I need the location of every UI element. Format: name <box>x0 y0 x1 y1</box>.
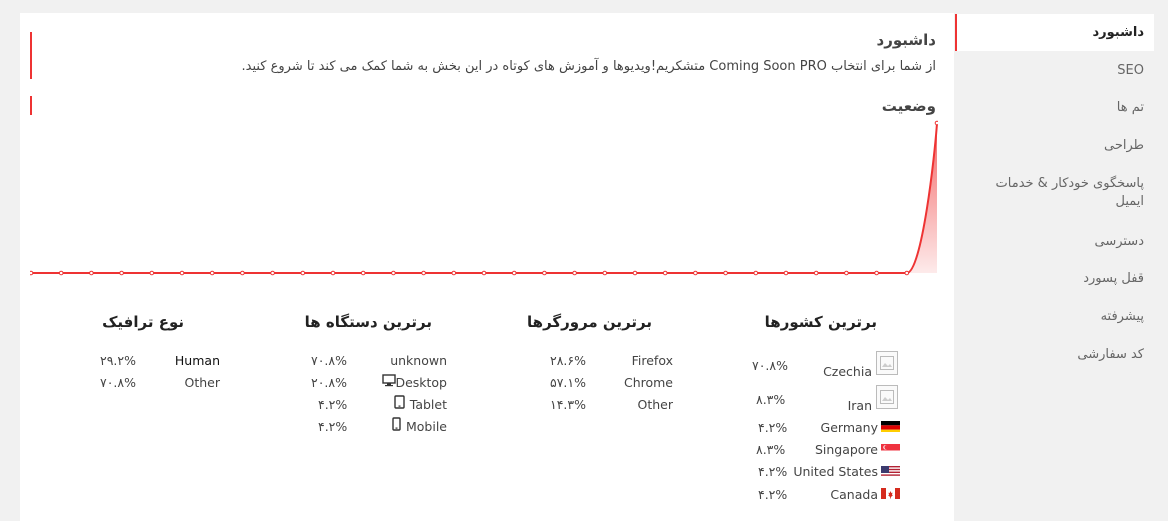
sidebar-item-custom-code[interactable]: کد سفارشی <box>1077 347 1144 362</box>
chart-point[interactable] <box>241 271 245 275</box>
status-accent-bar <box>30 96 32 115</box>
country-value: ۷۰.۸% <box>752 358 788 373</box>
device-value: ۲۰.۸% <box>311 375 347 390</box>
traffic-name: Human <box>174 353 220 368</box>
chart-point[interactable] <box>845 271 849 275</box>
chart-point[interactable] <box>784 271 788 275</box>
sidebar-item-autoresponder-email[interactable]: پاسخگوی خودکار & خدمات ایمیل <box>995 176 1144 209</box>
status-title: وضعیت <box>881 97 936 115</box>
us-flag-icon <box>881 464 900 477</box>
device-name: unknown <box>390 353 447 368</box>
chart-point[interactable] <box>30 271 33 275</box>
desktop-icon <box>382 374 396 387</box>
device-name: Tablet <box>409 397 447 412</box>
country-value: ۸.۳% <box>756 392 786 407</box>
chart-point[interactable] <box>754 271 758 275</box>
sidebar-item-seo[interactable]: SEO <box>1117 63 1144 78</box>
page-title: داشبورد <box>876 31 936 49</box>
country-value: ۴.۲% <box>758 487 788 502</box>
status-chart <box>30 118 938 278</box>
tablet-icon <box>394 395 405 409</box>
device-value: ۴.۲% <box>318 419 348 434</box>
countries-title: برترین کشورها <box>764 313 877 331</box>
country-name: Singapore <box>814 442 878 457</box>
sidebar <box>955 13 1154 521</box>
devices-title: برترین دستگاه ها <box>304 313 432 331</box>
country-name: Canada <box>830 487 878 502</box>
traffic-value: ۲۹.۲% <box>100 353 136 368</box>
canada-flag-icon <box>881 486 900 499</box>
chart-point[interactable] <box>301 271 305 275</box>
sidebar-item-design[interactable]: طراحی <box>1103 138 1144 153</box>
chart-point[interactable] <box>422 271 426 275</box>
chart-point[interactable] <box>90 271 94 275</box>
traffic-title: نوع ترافیک <box>102 313 184 331</box>
country-value: ۸.۳% <box>756 442 786 457</box>
chart-point[interactable] <box>724 271 728 275</box>
sidebar-item-advanced[interactable]: پیشرفته <box>1100 309 1144 324</box>
chart-point[interactable] <box>120 271 124 275</box>
traffic-value: ۷۰.۸% <box>100 375 136 390</box>
device-value: ۷۰.۸% <box>311 353 347 368</box>
image-placeholder-icon <box>876 351 898 375</box>
image-placeholder-icon <box>876 385 898 409</box>
singapore-flag-icon <box>881 442 900 455</box>
sidebar-item-password-lock[interactable]: قفل پسورد <box>1083 271 1144 286</box>
chart-point[interactable] <box>180 271 184 275</box>
chart-point[interactable] <box>905 271 909 275</box>
browser-value: ۵۷.۱% <box>550 375 586 390</box>
country-name: Czechia <box>823 364 872 379</box>
country-value: ۴.۲% <box>758 420 788 435</box>
browser-name: Chrome <box>623 375 673 390</box>
page-description: از شما برای انتخاب Coming Soon PRO متشکریم!ویدیوها و آموزش های کوتاه در این بخش به شما کمک می کند تا شروع کنید. <box>241 59 936 74</box>
chart-series-line <box>31 123 937 273</box>
chart-point[interactable] <box>935 121 938 125</box>
chart-point[interactable] <box>452 271 456 275</box>
sidebar-item-dashboard[interactable]: داشبورد <box>955 14 1154 51</box>
device-name: Mobile <box>405 419 447 434</box>
browser-name: Other <box>637 397 673 412</box>
header-accent-bar <box>30 32 32 79</box>
chart-point[interactable] <box>331 271 335 275</box>
chart-point[interactable] <box>271 271 275 275</box>
chart-point[interactable] <box>482 271 486 275</box>
germany-flag-icon <box>881 419 900 432</box>
chart-point[interactable] <box>875 271 879 275</box>
chart-point[interactable] <box>633 271 637 275</box>
chart-point[interactable] <box>210 271 214 275</box>
chart-area <box>30 121 938 275</box>
chart-area-fill <box>907 123 937 273</box>
chart-point[interactable] <box>59 271 63 275</box>
chart-point[interactable] <box>694 271 698 275</box>
chart-point[interactable] <box>361 271 365 275</box>
device-value: ۴.۲% <box>318 397 348 412</box>
sidebar-item-access[interactable]: دسترسی <box>1094 234 1144 249</box>
chart-point[interactable] <box>512 271 516 275</box>
chart-point[interactable] <box>573 271 577 275</box>
browsers-title: برترین مرورگرها <box>527 313 652 331</box>
browser-name: Firefox <box>631 353 673 368</box>
chart-point[interactable] <box>392 271 396 275</box>
traffic-name: Other <box>184 375 220 390</box>
sidebar-item-themes[interactable]: تم ها <box>1116 100 1144 115</box>
country-name: Germany <box>820 420 878 435</box>
country-value: ۴.۲% <box>758 464 788 479</box>
chart-point[interactable] <box>150 271 154 275</box>
chart-point[interactable] <box>603 271 607 275</box>
chart-point[interactable] <box>543 271 547 275</box>
browser-value: ۱۴.۳% <box>550 397 586 412</box>
country-name: Iran <box>847 398 872 413</box>
mobile-icon <box>392 417 401 431</box>
chart-point[interactable] <box>663 271 667 275</box>
chart-point[interactable] <box>814 271 818 275</box>
country-name: United States <box>793 464 878 479</box>
device-name: Desktop <box>395 375 447 390</box>
browser-value: ۲۸.۶% <box>550 353 586 368</box>
